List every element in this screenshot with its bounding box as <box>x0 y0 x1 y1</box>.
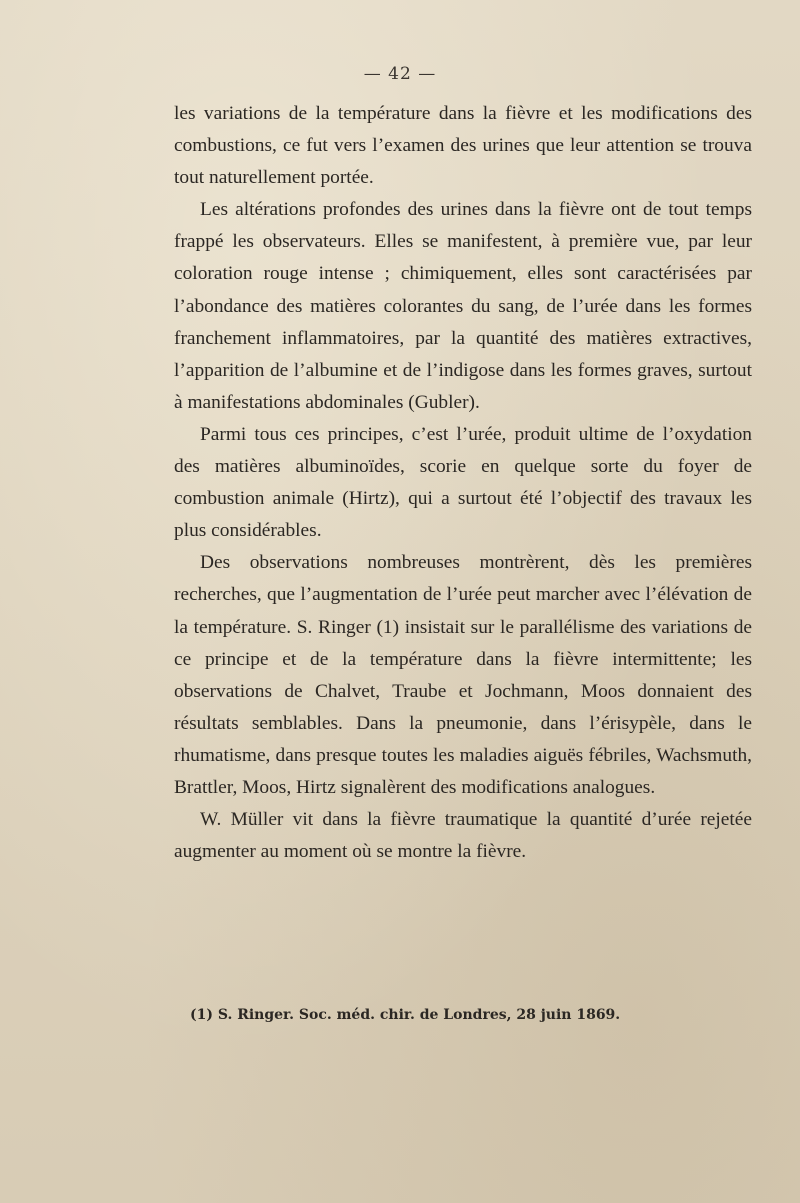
page-number: — 42 — <box>363 64 437 84</box>
footnote-divider <box>174 990 304 991</box>
paragraph: les variations de la température dans la fièvre et les modifications des combustions, ce fut vers l’examen des urines que leur attention se trouva tout naturellement portée. <box>174 103 752 189</box>
paragraph: W. Müller vit dans la fièvre traumatique la quantité d’urée rejetée augmenter au moment où se montre la fièvre. <box>174 809 752 863</box>
body-text <box>174 98 752 868</box>
paragraph: Parmi tous ces principes, c’est l’urée, produit ultime de l’oxydation des matières albuminoïdes, scorie en quelque sorte du foyer de combustion animale (Hirtz), qui a surtout été l’objectif des travaux les plus considérables. <box>174 423 752 542</box>
footnote: (1) S. Ringer. Soc. méd. chir. de Londres, 28 juin 1869. <box>190 1007 621 1023</box>
paragraph: Des observations nombreuses montrèrent, dès les premières recherches, que l’augmentation de l’urée peut marcher avec l’élévation de la température. S. Ringer (1) insistait sur le parallélisme des variations de ce principe et de la température dans la fièvre intermittente; les observations de Chalvet, Traube et Jochmann, Moos donnaient des résultats semblables. Dans la pneumonie, dans l’érisypèle, dans le rhumatisme, dans presque toutes les maladies aiguës fébriles, Wachsmuth, Brattler, Moos, Hirtz signalèrent des modifications analogues. <box>174 552 752 798</box>
paragraph: Les altérations profondes des urines dans la fièvre ont de tout temps frappé les observateurs. Elles se manifestent, à première vue, par leur coloration rouge intense ; chimiquement, elles sont caractérisées par l’abondance des matières colorantes du sang, de l’urée dans les formes franchement inflammatoires, par la quantité des matières extractives, l’apparition de l’albumine et de l’indigose dans les formes graves, surtout à manifestations abdominales (Gubler). <box>174 199 752 413</box>
